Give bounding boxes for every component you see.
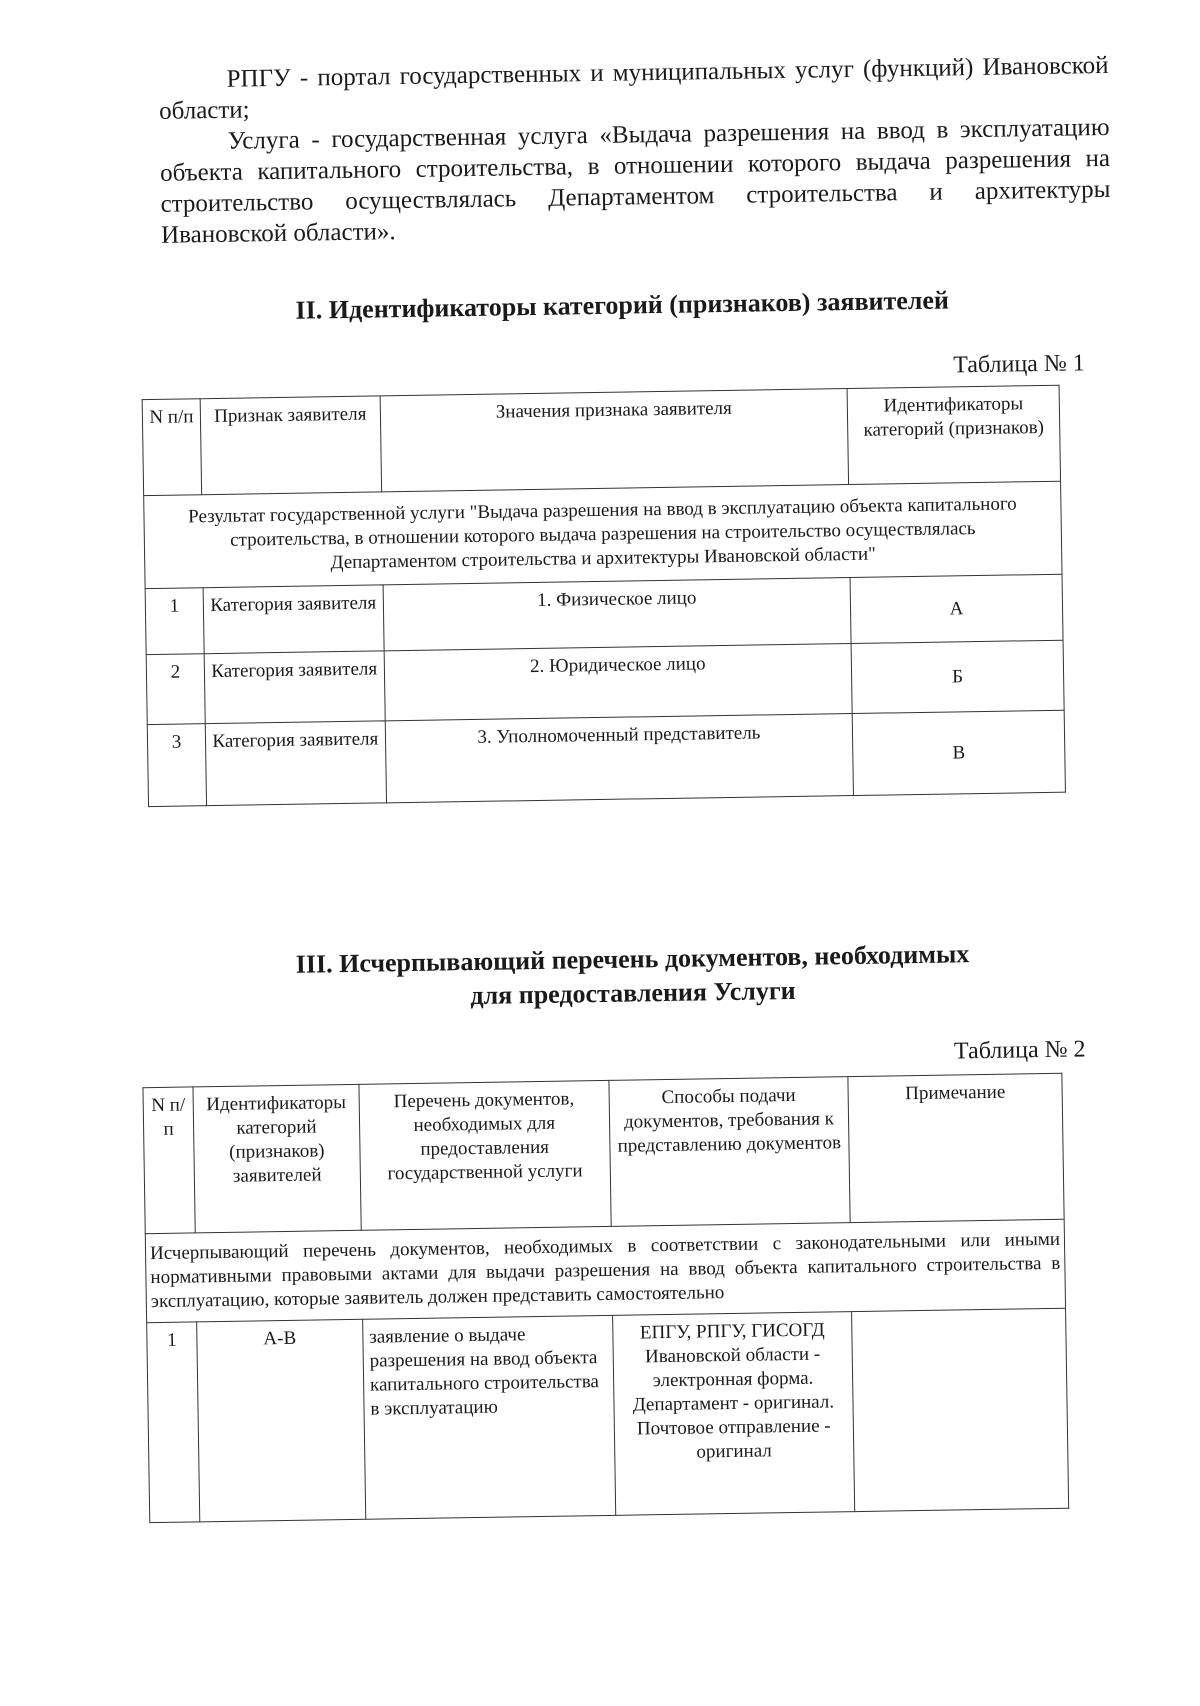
row-number: 1 (147, 1322, 200, 1523)
table2-list-text: Исчерпывающий перечень документов, необходимых в соответствии с законодательными или иными нормативными правовыми актами для выдачи разрешения на ввод объекта капитального строительства в эксплуатацию, которые заявитель должен представить самостоятельно (145, 1219, 1065, 1322)
service-definition: Услуга - государственная услуга «Выдача разрешения на ввод в эксплуатацию объекта капитального строительства, в отношении которого выдача разрешения на строительство осуществлялась Департаментом строительства и архитектуры Ивановской области». (159, 113, 1111, 249)
table2-header-row (143, 1073, 1064, 1233)
rpgu-definition: РПГУ - портал государственных и муниципальных услуг (функций) Ивановской области; (158, 51, 1109, 125)
row-ids: А-В (197, 1319, 366, 1522)
row-number: 1 (145, 588, 204, 655)
table2-span-row (145, 1219, 1065, 1322)
row-feature: Категория заявителя (203, 585, 384, 654)
row-value: 2. Юридическое лицо (384, 644, 852, 721)
table1-header-ids: Идентификаторы категорий (признаков) (847, 385, 1060, 484)
table-row (147, 1308, 1069, 1522)
row-number: 2 (146, 654, 205, 725)
table2 (142, 1073, 1069, 1523)
table2-header-methods: Способы подачи документов, требования к представлению документов (608, 1077, 850, 1227)
table1-header-n: N п/п (142, 399, 201, 496)
section2-heading: II. Идентификаторы категорий (признаков) заявителей (295, 285, 950, 325)
table1 (142, 385, 1066, 807)
table2-caption: Таблица № 2 (953, 1036, 1086, 1065)
table2-header-docs: Перечень документов, необходимых для предоставления государственной услуги (359, 1080, 611, 1230)
row-document: заявление о выдаче разрешения на ввод объекта капитального строительства в эксплуатацию (363, 1315, 616, 1519)
table-row (147, 710, 1065, 806)
row-value: 3. Уполномоченный представитель (385, 714, 854, 803)
table1-header-value: Значения признака заявителя (380, 389, 849, 492)
table2-header-ids: Идентификаторы категорий (признаков) заявителей (193, 1084, 361, 1233)
row-id: А (850, 574, 1063, 643)
table1-result-text: Результат государственной услуги "Выдача разрешения на ввод в эксплуатацию объекта капитального строительства, в отношении которого выдача разрешения на строительство осуществлялась Департаментом строительства и архитектуры Ивановской области" (144, 481, 1062, 588)
row-method: ЕПГУ, РПГУ, ГИСОГД Ивановской области - электронная форма. Департамент - оригинал. Почтовое отправление - оригинал (612, 1312, 855, 1516)
table1-caption: Таблица № 1 (953, 350, 1085, 379)
row-note (852, 1308, 1069, 1511)
table2-header-note: Примечание (848, 1073, 1064, 1222)
row-feature: Категория заявителя (204, 651, 385, 724)
section3-heading-line1: III. Исчерпывающий перечень документов, необходимых (295, 939, 970, 979)
section3-heading-line2: для предоставления Услуги (470, 975, 796, 1011)
row-feature: Категория заявителя (205, 721, 386, 806)
row-number: 3 (147, 724, 206, 807)
table1-header-feature: Признак заявителя (200, 396, 381, 495)
row-value: 1. Физическое лицо (383, 578, 851, 651)
row-id: В (852, 710, 1065, 795)
row-id: Б (851, 640, 1064, 713)
table2-header-n: N п/п (143, 1087, 195, 1234)
table1-header-row (142, 385, 1060, 495)
table1-span-row (144, 481, 1062, 588)
